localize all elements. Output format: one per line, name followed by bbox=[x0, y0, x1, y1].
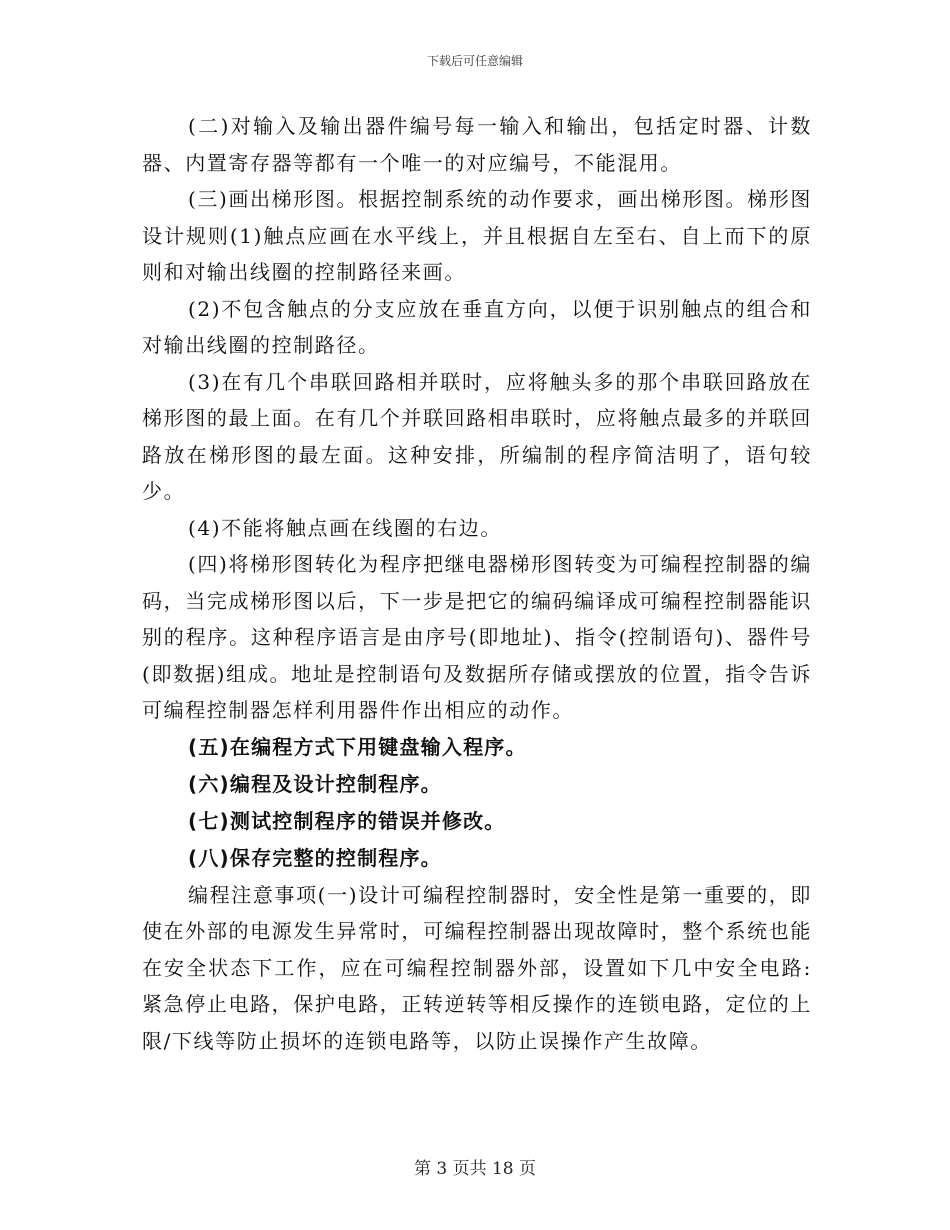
step-5-heading: (五)在编程方式下用键盘输入程序。 bbox=[188, 734, 527, 759]
page-header: 下载后可任意编辑 bbox=[426, 54, 523, 68]
paragraph-4: (四)将梯形图转化为程序把继电器梯形图转变为可编程控制器的编码，当完成梯形图以后，下一步是把它的编码编译成可编程控制器能识别的程序。这种程序语言是由序号(即地址)、指令(控制语句)、器件号(即数据)组成。地址是控制语句及数据所存储或摆放的位置，指令告诉可编程控制器怎样利用器件作出相应的动作。 bbox=[142, 552, 812, 722]
paragraph-2: (二)对输入及输出器件编号每一输入和输出，包括定时器、计数器、内置寄存器等都有一个唯一的对应编号，不能混用。 bbox=[142, 114, 812, 175]
step-6-heading: (六)编程及设计控制程序。 bbox=[188, 771, 442, 796]
paragraph-rule-4: (4)不能将触点画在线圈的右边。 bbox=[188, 515, 502, 540]
step-7-heading: (七)测试控制程序的错误并修改。 bbox=[188, 808, 506, 833]
page-footer: 第 3 页共 18 页 bbox=[413, 1159, 537, 1179]
step-8-heading: (八)保存完整的控制程序。 bbox=[188, 845, 442, 870]
document-body bbox=[142, 108, 812, 1059]
paragraph-rule-2: (2)不包含触点的分支应放在垂直方向，以便于识别触点的组合和对输出线圈的控制路径。 bbox=[142, 296, 812, 357]
paragraph-notes: 编程注意事项(一)设计可编程控制器时，安全性是第一重要的，即使在外部的电源发生异常时，可编程控制器出现故障时，整个系统也能在安全状态下工作，应在可编程控制器外部，设置如下几中安全电路:紧急停止电路，保护电路，正转逆转等相反操作的连锁电路，定位的上限/下线等防止损坏的连锁电路等，以防止误操作产生故障。 bbox=[142, 882, 812, 1053]
paragraph-rule-3: (3)在有几个串联回路相并联时，应将触头多的那个串联回路放在梯形图的最上面。在有几个并联回路相串联时，应将触点最多的并联回路放在梯形图的最左面。这种安排，所编制的程序简洁明了，语句较少。 bbox=[142, 369, 812, 503]
paragraph-3: (三)画出梯形图。根据控制系统的动作要求，画出梯形图。梯形图设计规则(1)触点应画在水平线上，并且根据自左至右、自上而下的原则和对输出线圈的控制路径来画。 bbox=[142, 187, 812, 284]
